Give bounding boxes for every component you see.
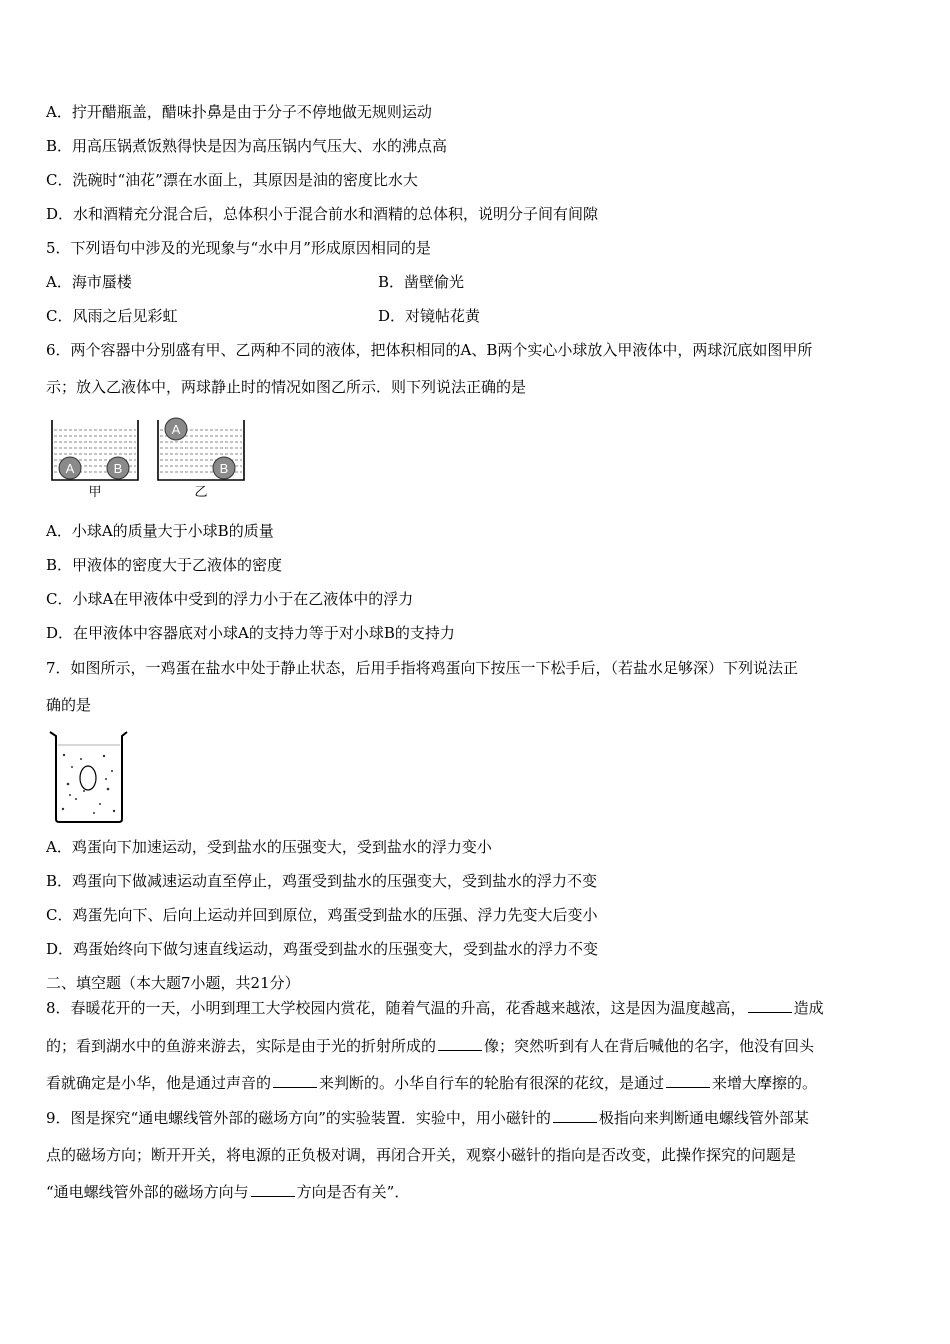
section-heading: 二、填空题（本大题7小题，共21分） (46, 974, 300, 992)
q9-text-1a: 9．图是探究“通电螺线管外部的磁场方向”的实验装置．实验中，用小磁针的 (46, 1109, 551, 1127)
q9-line2: 点的磁场方向；断开开关，将电源的正负极对调，再闭合开关，观察小磁针的指向是否改变，此操作探究的问题是 (46, 1146, 797, 1164)
q9-text-3b: 方向是否有关”． (296, 1183, 410, 1201)
q6-stem-line1: 6．两个容器中分别盛有甲、乙两种不同的液体，把体积相同的A、B两个实心小球放入甲液体中，两球沉底如图甲所 (46, 341, 813, 359)
q9-text-1b: 极指向来判断通电螺线管外部某 (598, 1109, 809, 1127)
q8-text-1a: 8．春暖花开的一天，小明到理工大学校园内赏花，随着气温的升高，花香越来越浓，这是因为温度越高， (46, 999, 746, 1017)
q9-line1 (46, 1108, 809, 1128)
q5-option-c: C．风雨之后见彩虹 (46, 307, 178, 325)
q5-option-d: D．对镜帖花黄 (378, 307, 481, 325)
q9-blank-1[interactable] (553, 1108, 597, 1123)
q8-line2 (46, 1036, 814, 1056)
q4-option-b: B．用高压锅煮饭熟得快是因为高压锅内气压大、水的沸点高 (46, 137, 448, 155)
q8-text-1b: 造成 (793, 999, 824, 1017)
ball-b-label-jia: B (113, 461, 123, 476)
q8-blank-3[interactable] (273, 1073, 317, 1088)
q5-option-a: A．海市蜃楼 (46, 273, 132, 291)
q7-option-d: D．鸡蛋始终向下做匀速直线运动，鸡蛋受到盐水的压强变大，受到盐水的浮力不变 (46, 940, 599, 958)
q7-option-b: B．鸡蛋向下做减速运动直至停止，鸡蛋受到盐水的压强变大，受到盐水的浮力不变 (46, 872, 598, 890)
q8-blank-4[interactable] (666, 1073, 710, 1088)
egg (80, 766, 96, 790)
q8-text-2a: 的；看到湖水中的鱼游来游去，实际是由于光的折射所成的 (46, 1037, 437, 1055)
q7-stem-line1: 7．如图所示，一鸡蛋在盐水中处于静止状态，后用手指将鸡蛋向下按压一下松手后，（若盐水足够深）下列说法正 (46, 659, 799, 677)
q6-option-a: A．小球A的质量大于小球B的质量 (46, 522, 274, 540)
q8-line3 (46, 1073, 817, 1093)
container-yi (158, 418, 244, 480)
q6-option-d: D．在甲液体中容器底对小球A的支持力等于对小球B的支持力 (46, 624, 455, 642)
q8-blank-2[interactable] (438, 1036, 482, 1051)
q6-option-c: C．小球A在甲液体中受到的浮力小于在乙液体中的浮力 (46, 590, 414, 608)
q8-blank-1[interactable] (748, 998, 792, 1013)
q6-stem-line2: 示；放入乙液体中，两球静止时的情况如图乙所示．则下列说法正确的是 (46, 378, 527, 396)
ball-b-label-yi: B (219, 461, 229, 476)
ball-a-label-jia: A (65, 461, 75, 476)
q9-line3 (46, 1182, 409, 1202)
ball-a-label-yi: A (171, 422, 181, 437)
q4-option-a: A．拧开醋瓶盖，醋味扑鼻是由于分子不停地做无规则运动 (46, 103, 432, 121)
q6-option-b: B．甲液体的密度大于乙液体的密度 (46, 556, 283, 574)
q4-option-c: C．洗碗时“油花”漂在水面上，其原因是油的密度比水大 (46, 171, 418, 189)
q7-stem-line2: 确的是 (46, 696, 92, 714)
q8-text-3c: 来增大摩擦的。 (712, 1074, 818, 1092)
q5-stem: 5．下列语句中涉及的光现象与“水中月”形成原因相同的是 (46, 239, 431, 257)
q7-option-c: C．鸡蛋先向下、后向上运动并回到原位，鸡蛋受到盐水的压强、浮力先变大后变小 (46, 906, 598, 924)
q8-text-2b: 像；突然听到有人在背后喊他的名字，他没有回头 (484, 1037, 815, 1055)
q4-option-d: D．水和酒精充分混合后，总体积小于混合前水和酒精的总体积，说明分子间有间隙 (46, 205, 599, 223)
q8-line1 (46, 998, 824, 1018)
q7-option-a: A．鸡蛋向下加速运动，受到盐水的压强变大，受到盐水的浮力变小 (46, 838, 492, 856)
q6-containers-figure (48, 414, 258, 500)
q7-beaker-figure (48, 729, 130, 825)
q9-blank-2[interactable] (251, 1182, 295, 1197)
q8-text-3b: 来判断的。小华自行车的轮胎有很深的花纹，是通过 (319, 1074, 665, 1092)
container-jia (52, 420, 138, 480)
fig-caption-yi: 乙 (194, 485, 208, 500)
fig-caption-jia: 甲 (88, 485, 102, 500)
q8-text-3a: 看就确定是小华，他是通过声音的 (46, 1074, 272, 1092)
q9-text-3a: “通电螺线管外部的磁场方向与 (46, 1183, 249, 1201)
q5-option-b: B．凿壁偷光 (378, 273, 465, 291)
